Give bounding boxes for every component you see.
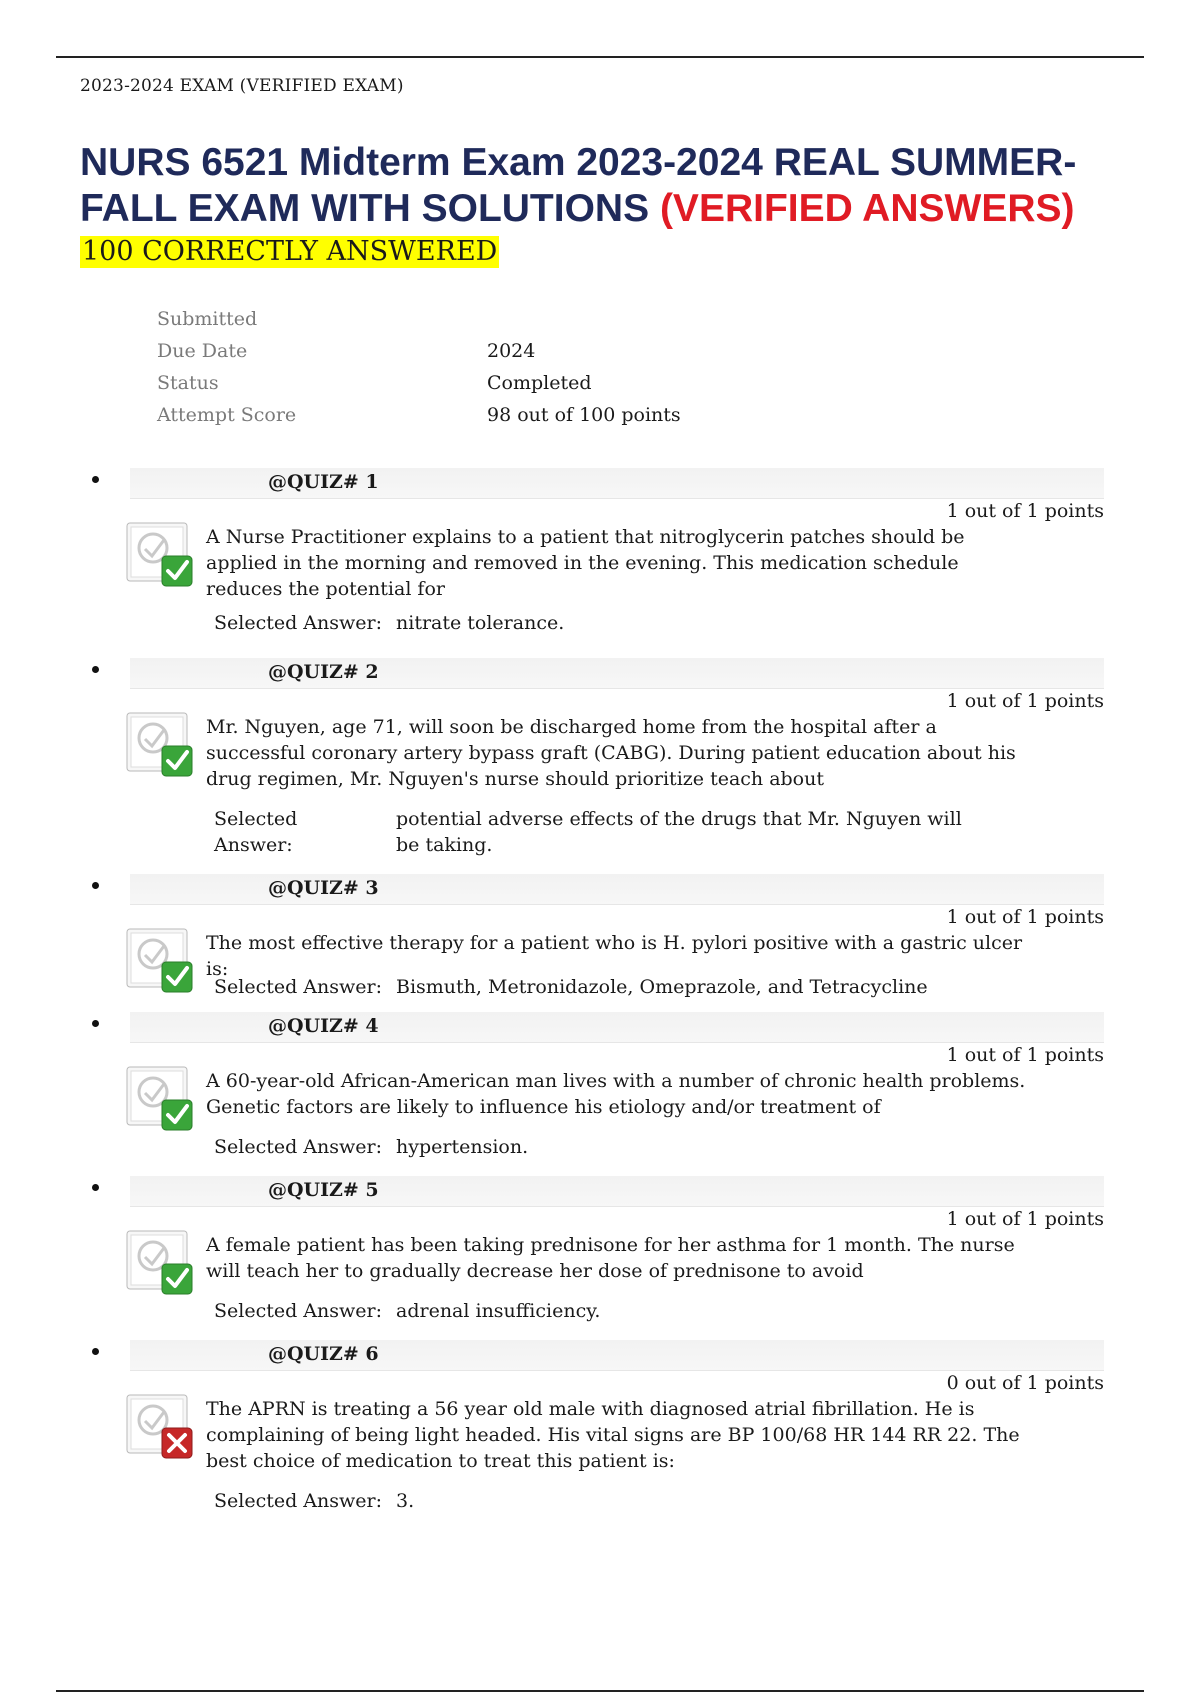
correct-check-icon: [126, 1230, 194, 1296]
correct-check-icon: [126, 712, 194, 778]
selected-answer-label: Selected Answer:: [214, 1490, 383, 1512]
selected-answer-value: 3.: [396, 1490, 415, 1512]
quiz-title: @QUIZ# 3: [268, 877, 379, 899]
selected-answer-label: Selected Answer:: [214, 976, 383, 998]
submitted-label: Submitted: [157, 308, 258, 330]
title-verified: (VERIFIED ANSWERS): [659, 187, 1075, 230]
exam-header-label: 2023-2024 EXAM (VERIFIED EXAM): [80, 76, 404, 96]
selected-answer-value: adrenal insufficiency.: [396, 1300, 601, 1322]
attempt-score-value: 98 out of 100 points: [487, 404, 681, 426]
quiz-header-bar: [130, 874, 1104, 905]
due-date-row: [157, 340, 857, 372]
quiz-points: 1 out of 1 points: [946, 690, 1104, 712]
due-date-label: Due Date: [157, 340, 248, 362]
bottom-rule: [56, 1690, 1144, 1692]
attempt-score-row: [157, 404, 857, 436]
selected-answer-label: Selected Answer:: [214, 1136, 383, 1158]
quiz-question: A 60-year-old African-American man lives with a number of chronic health problems. Genetic factors are likely to influence his etiology and/or treatment of: [206, 1070, 1026, 1118]
selected-answer-value: nitrate tolerance.: [396, 612, 565, 634]
quiz-question: Mr. Nguyen, age 71, will soon be discharged home from the hospital after a successful coronary artery bypass graft (CABG). During patient education about his drug regimen, Mr. Nguyen's nurse should prioritize teach about: [206, 716, 1016, 790]
selected-answer-label: Selected Answer:: [214, 1300, 383, 1322]
quiz-title: @QUIZ# 4: [268, 1015, 379, 1037]
quiz-points: 1 out of 1 points: [946, 1044, 1104, 1066]
selected-answer-label: Selected Answer:: [214, 808, 298, 856]
bullet: [92, 476, 99, 483]
quiz-header-bar: [130, 658, 1104, 689]
bullet: [92, 1184, 99, 1191]
quiz-item-6: [80, 1340, 1104, 1520]
quiz-question: The most effective therapy for a patient who is H. pylori positive with a gastric ulcer is:: [206, 932, 1023, 980]
correct-check-icon: [126, 522, 194, 588]
selected-answer-label: Selected Answer:: [214, 612, 383, 634]
quiz-title: @QUIZ# 5: [268, 1179, 379, 1201]
quiz-points: 1 out of 1 points: [946, 500, 1104, 522]
quiz-points: 0 out of 1 points: [946, 1372, 1104, 1394]
quiz-header-bar: [130, 1012, 1104, 1043]
quiz-item-2: [80, 658, 1104, 858]
quiz-question: A Nurse Practitioner explains to a patient that nitroglycerin patches should be applied in the morning and removed in the evening. This medication schedule reduces the potential for: [206, 526, 965, 600]
quiz-question: The APRN is treating a 56 year old male with diagnosed atrial fibrillation. He is complaining of being light headed. His vital signs are BP 100/68 HR 144 RR 22. The best choice of medication to treat this patient is:: [206, 1398, 1020, 1472]
bullet: [92, 882, 99, 889]
status-label: Status: [157, 372, 219, 394]
quiz-header-bar: [130, 1176, 1104, 1207]
document-title: [80, 140, 1160, 232]
quiz-title: @QUIZ# 6: [268, 1343, 379, 1365]
quiz-item-3: [80, 874, 1104, 1006]
status-value: Completed: [487, 372, 592, 394]
quiz-title: @QUIZ# 1: [268, 471, 379, 493]
quiz-question: A female patient has been taking prednisone for her asthma for 1 month. The nurse will teach her to gradually decrease her dose of prednisone to avoid: [206, 1234, 1015, 1282]
quiz-header-bar: [130, 468, 1104, 499]
highlight-banner: 100 CORRECTLY ANSWERED: [82, 236, 498, 267]
quiz-points: 1 out of 1 points: [946, 1208, 1104, 1230]
status-row: [157, 372, 857, 404]
bullet: [92, 1020, 99, 1027]
quiz-item-1: [80, 468, 1104, 648]
quiz-item-4: [80, 1012, 1104, 1162]
selected-answer-value: potential adverse effects of the drugs that Mr. Nguyen will be taking.: [396, 808, 962, 856]
selected-answer-value: Bismuth, Metronidazole, Omeprazole, and Tetracycline: [396, 976, 928, 998]
attempt-score-label: Attempt Score: [157, 404, 297, 426]
bullet: [92, 666, 99, 673]
top-rule: [56, 56, 1144, 58]
selected-answer-value: hypertension.: [396, 1136, 529, 1158]
bullet: [92, 1348, 99, 1355]
title-main: NURS 6521 Midterm Exam 2023-2024 REAL SUMMER-FALL EXAM WITH SOLUTIONS: [80, 141, 1077, 230]
incorrect-x-icon: [126, 1394, 194, 1460]
attempt-summary: [157, 308, 857, 436]
quiz-points: 1 out of 1 points: [946, 906, 1104, 928]
quiz-item-5: [80, 1176, 1104, 1326]
due-date-value: 2024: [487, 340, 536, 362]
quiz-header-bar: [130, 1340, 1104, 1371]
submitted-row: [157, 308, 857, 340]
quiz-title: @QUIZ# 2: [268, 661, 379, 683]
correct-check-icon: [126, 928, 194, 994]
correct-check-icon: [126, 1066, 194, 1132]
